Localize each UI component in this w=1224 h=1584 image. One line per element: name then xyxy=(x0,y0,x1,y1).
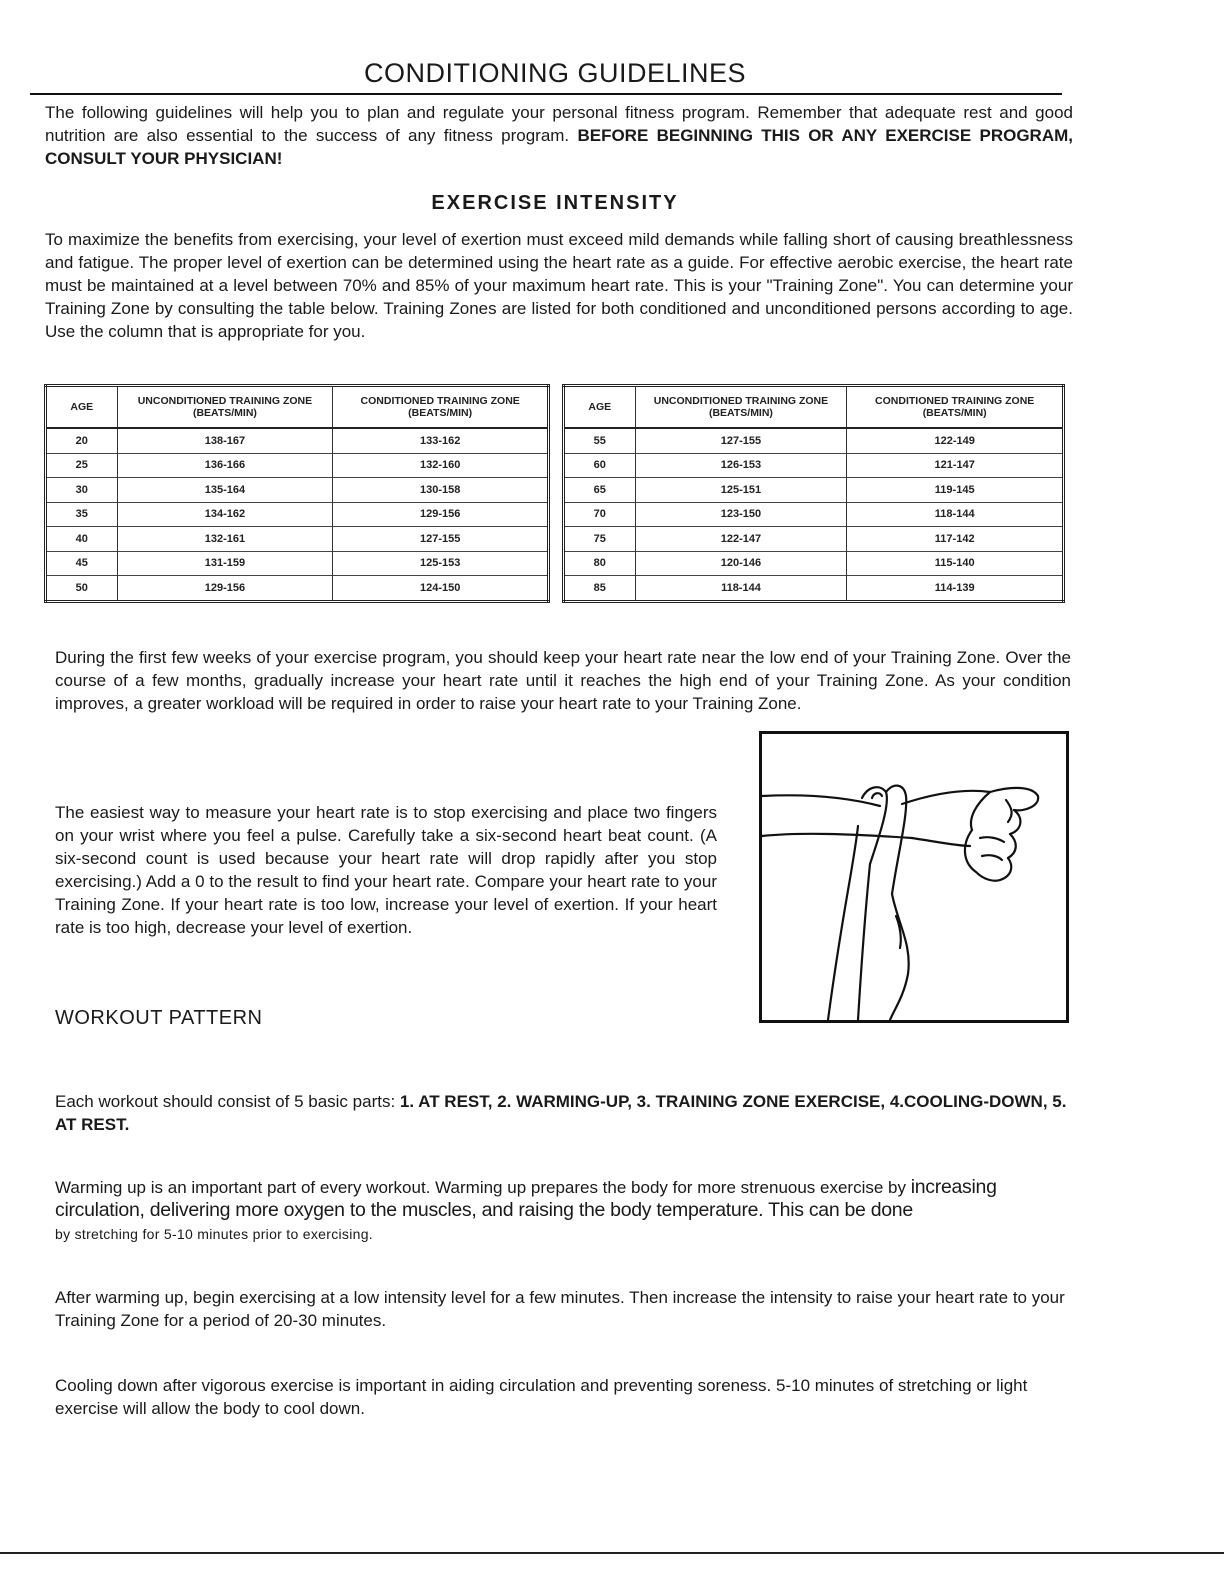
unconditioned-cell: 134-162 xyxy=(117,502,333,527)
workout-parts-list: 1. AT REST, 2. WARMING-UP, 3. TRAINING ZONE EXERCISE, 4.COOLING-DOWN, 5. AT REST. xyxy=(55,1092,1067,1134)
age-header: AGE xyxy=(564,386,636,429)
conditioned-cell: 115-140 xyxy=(847,551,1064,576)
conditioned-cell: 132-160 xyxy=(333,453,549,478)
unconditioned-cell: 118-144 xyxy=(635,576,847,602)
unconditioned-cell: 138-167 xyxy=(117,428,333,453)
conditioned-cell: 118-144 xyxy=(847,502,1064,527)
wrist-pulse-icon xyxy=(762,734,1066,1020)
age-cell: 30 xyxy=(46,478,118,503)
age-cell: 80 xyxy=(564,551,636,576)
unconditioned-cell: 123-150 xyxy=(635,502,847,527)
age-cell: 60 xyxy=(564,453,636,478)
table-row xyxy=(564,576,1064,602)
unconditioned-header: UNCONDITIONED TRAINING ZONE (BEATS/MIN) xyxy=(117,386,333,429)
table-row xyxy=(564,551,1064,576)
conditioned-header: CONDITIONED TRAINING ZONE (BEATS/MIN) xyxy=(847,386,1064,429)
unconditioned-cell: 127-155 xyxy=(635,428,847,453)
conditioned-cell: 124-150 xyxy=(333,576,549,602)
after-warmup-paragraph: After warming up, begin exercising at a low intensity level for a few minutes. Then increase the intensity to raise your heart rate to your Training Zone for a period of 20-30 minutes. xyxy=(55,1288,1065,1330)
conditioned-cell: 130-158 xyxy=(333,478,549,503)
age-cell: 65 xyxy=(564,478,636,503)
bottom-rule xyxy=(0,1552,1224,1554)
age-cell: 50 xyxy=(46,576,118,602)
intro-paragraph xyxy=(45,101,1073,170)
age-cell: 25 xyxy=(46,453,118,478)
measure-heart-rate-paragraph: The easiest way to measure your heart rate is to stop exercising and place two fingers on your wrist where you feel a pulse. Carefully take a six-second heart beat count. (A six-second count is used because your heart rate will drop rapidly after you stop exercising.) Add a 0 to the result to find your heart rate. Compare your heart rate to your Training Zone. If your heart rate is too low, increase your level of exertion. If your heart rate is too high, decrease your level of exertion. xyxy=(55,803,717,937)
unconditioned-cell: 129-156 xyxy=(117,576,333,602)
first-weeks-paragraph: During the first few weeks of your exercise program, you should keep your heart rate near the low end of your Training Zone. Over the course of a few months, gradually increase your heart rate until it reaches the high end of your Training Zone. As your condition improves, a greater workload will be required in order to raise your heart rate to your Training Zone. xyxy=(55,648,1071,713)
unconditioned-cell: 136-166 xyxy=(117,453,333,478)
intensity-paragraph: To maximize the benefits from exercising, your level of exertion must exceed mild demands while falling short of causing breathlessness and fatigue. The proper level of exertion can be determined using the heart rate as a guide. For effective aerobic exercise, the heart rate must be maintained at a level between 70% and 85% of your maximum heart rate. This is your "Training Zone". You can determine your Training Zone by consulting the table below. Training Zones are listed for both conditioned and unconditioned persons according to age. Use the column that is appropriate for you. xyxy=(45,230,1073,341)
age-cell: 35 xyxy=(46,502,118,527)
conditioned-cell: 125-153 xyxy=(333,551,549,576)
exercise-intensity-heading: EXERCISE INTENSITY xyxy=(431,192,679,214)
warmup-text-b: increasing circulation, delivering more oxygen to the muscles, and raising the body temperature. This can be done xyxy=(55,1176,997,1221)
age-cell: 20 xyxy=(46,428,118,453)
training-zone-table-left xyxy=(44,384,550,603)
cooldown-paragraph: Cooling down after vigorous exercise is important in aiding circulation and preventing soreness. 5-10 minutes of stretching or light exercise will allow the body to cool down. xyxy=(55,1376,1028,1418)
training-zone-table-right xyxy=(562,384,1065,603)
table-header-row xyxy=(46,386,549,429)
title-rule xyxy=(30,93,1062,95)
table-header-row xyxy=(564,386,1064,429)
conditioned-cell: 129-156 xyxy=(333,502,549,527)
wrist-pulse-illustration xyxy=(759,731,1069,1023)
unconditioned-header: UNCONDITIONED TRAINING ZONE (BEATS/MIN) xyxy=(635,386,847,429)
conditioned-cell: 117-142 xyxy=(847,527,1064,552)
page-title: CONDITIONING GUIDELINES xyxy=(363,58,747,88)
unconditioned-cell: 122-147 xyxy=(635,527,847,552)
unconditioned-cell: 125-151 xyxy=(635,478,847,503)
table-row xyxy=(46,527,549,552)
table-row xyxy=(564,428,1064,453)
age-cell: 40 xyxy=(46,527,118,552)
table-row xyxy=(46,576,549,602)
unconditioned-cell: 120-146 xyxy=(635,551,847,576)
conditioned-cell: 119-145 xyxy=(847,478,1064,503)
unconditioned-cell: 131-159 xyxy=(117,551,333,576)
age-cell: 55 xyxy=(564,428,636,453)
warmup-text-c: by stretching for 5-10 minutes prior to exercising. xyxy=(55,1226,373,1242)
intro-text: The following guidelines will help you to plan and regulate your personal fitness program. Remember that adequate rest and good nutrition are also essential to the success of any fitness program. xyxy=(45,103,1073,145)
conditioned-cell: 114-139 xyxy=(847,576,1064,602)
age-cell: 45 xyxy=(46,551,118,576)
table-row xyxy=(46,453,549,478)
table-row xyxy=(46,478,549,503)
workout-parts-intro: Each workout should consist of 5 basic parts: xyxy=(55,1092,400,1111)
conditioned-cell: 133-162 xyxy=(333,428,549,453)
physician-warning: BEFORE BEGINNING THIS OR ANY EXERCISE PROGRAM, CONSULT YOUR PHYSICIAN! xyxy=(45,126,1073,168)
table-row xyxy=(564,478,1064,503)
table-row xyxy=(564,502,1064,527)
conditioned-header: CONDITIONED TRAINING ZONE (BEATS/MIN) xyxy=(333,386,549,429)
warmup-text-a: Warming up is an important part of every workout. Warming up prepares the body for more strenuous exercise by xyxy=(55,1178,911,1197)
table-row xyxy=(564,527,1064,552)
conditioned-cell: 121-147 xyxy=(847,453,1064,478)
age-cell: 85 xyxy=(564,576,636,602)
conditioned-cell: 122-149 xyxy=(847,428,1064,453)
age-cell: 70 xyxy=(564,502,636,527)
conditioned-cell: 127-155 xyxy=(333,527,549,552)
warmup-paragraph xyxy=(55,1176,1073,1246)
workout-parts-paragraph xyxy=(55,1090,1073,1136)
unconditioned-cell: 135-164 xyxy=(117,478,333,503)
age-cell: 75 xyxy=(564,527,636,552)
workout-pattern-heading: WORKOUT PATTERN xyxy=(55,1007,263,1029)
age-header: AGE xyxy=(46,386,118,429)
table-row xyxy=(46,428,549,453)
table-row xyxy=(46,551,549,576)
table-row xyxy=(46,502,549,527)
table-row xyxy=(564,453,1064,478)
unconditioned-cell: 132-161 xyxy=(117,527,333,552)
unconditioned-cell: 126-153 xyxy=(635,453,847,478)
